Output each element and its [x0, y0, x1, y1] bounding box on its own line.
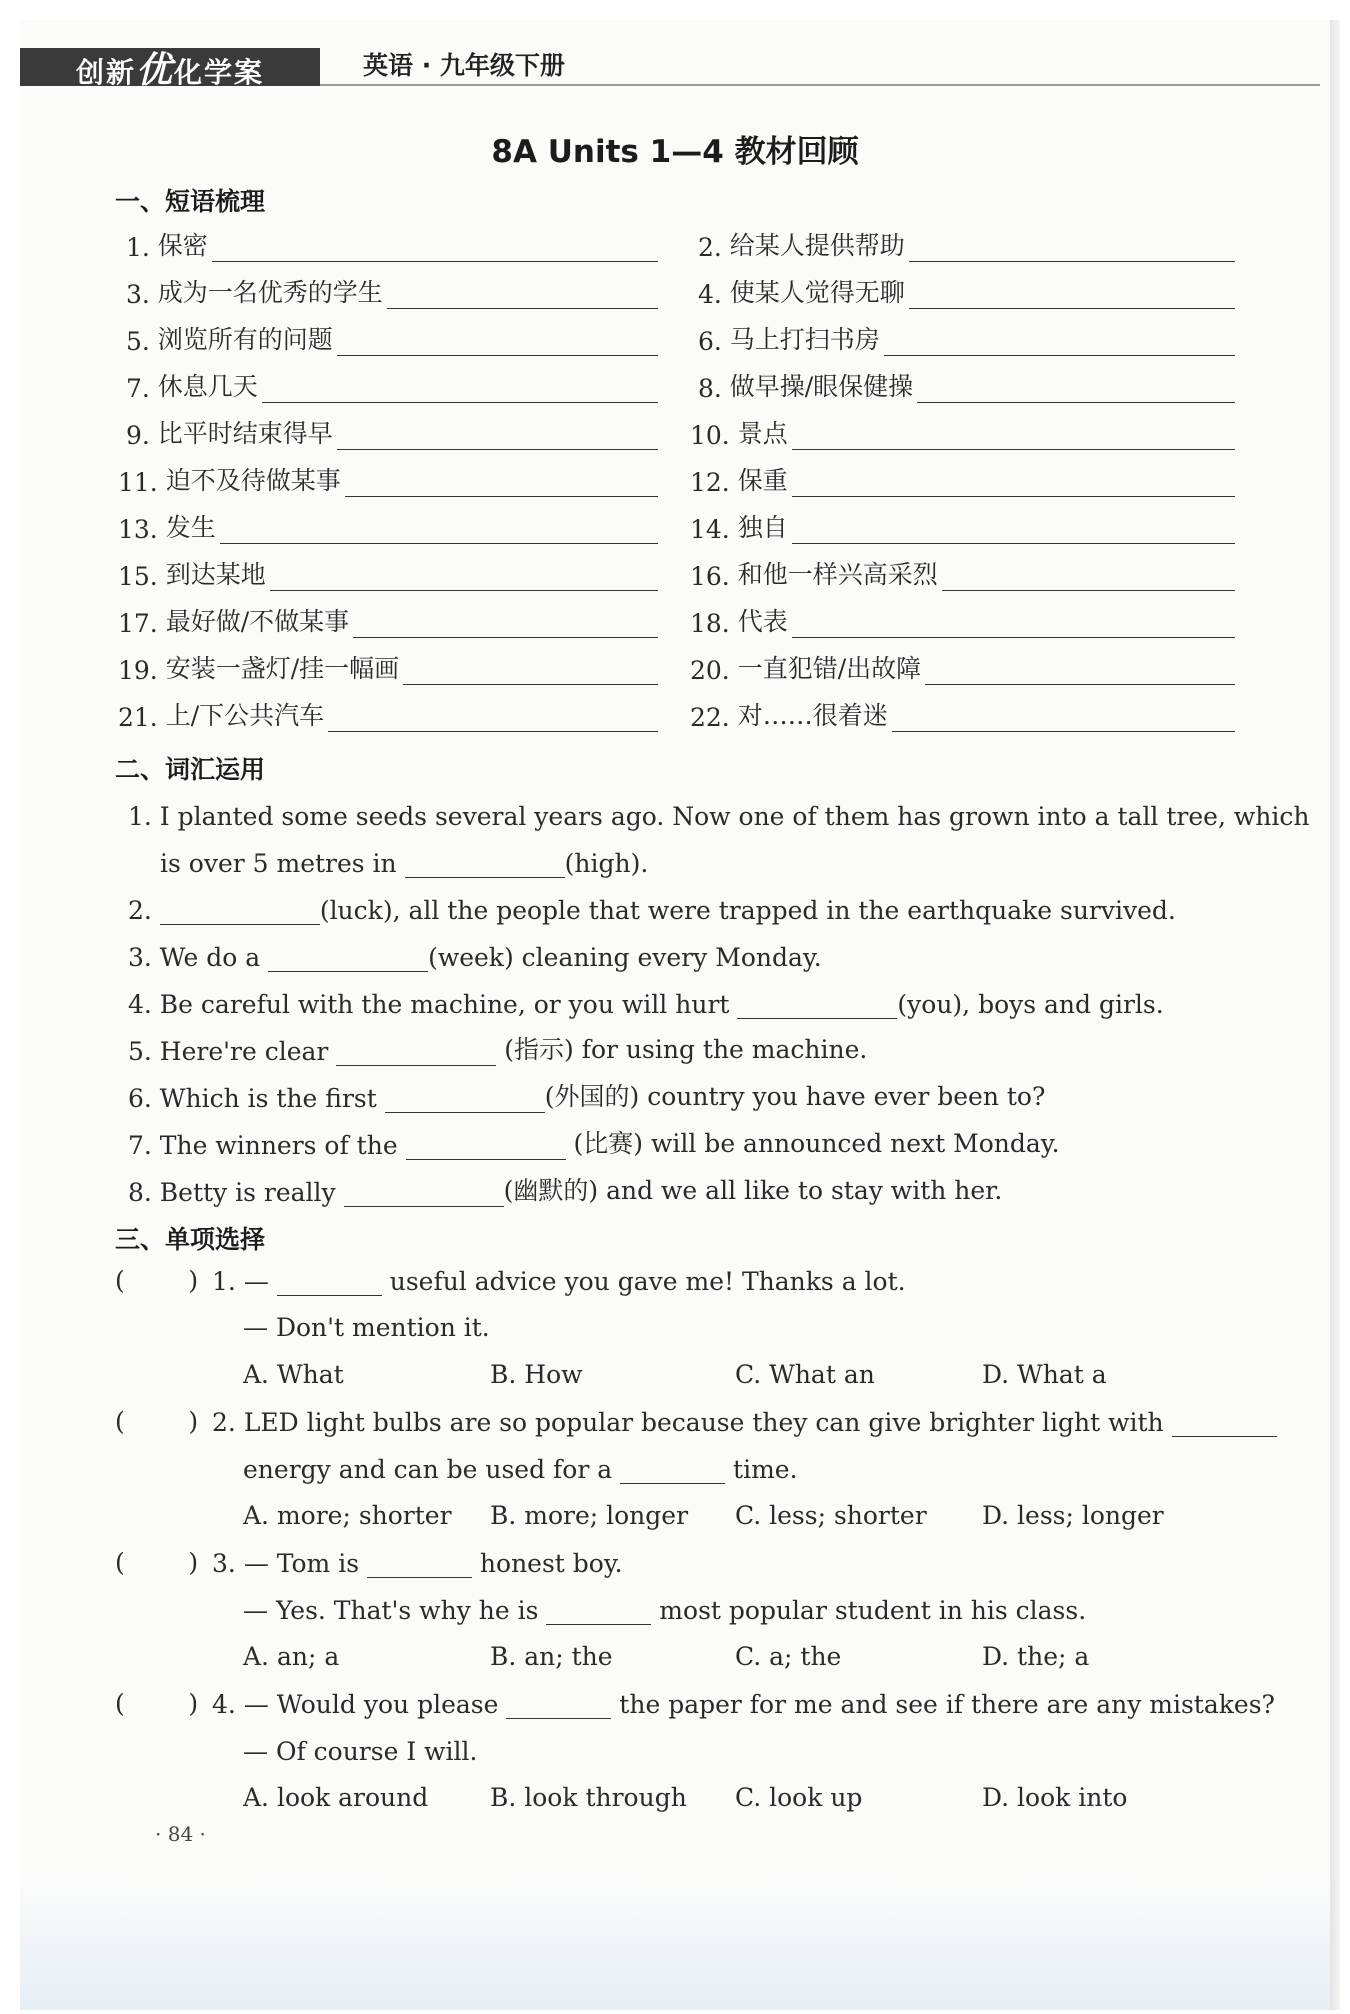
page-edge-shadow [1330, 20, 1340, 2010]
answer-blank[interactable] [792, 515, 1235, 544]
phrase-text: 保重 [737, 466, 788, 495]
phrase-text: 马上打扫书房 [729, 325, 880, 354]
phrase-item [118, 320, 658, 356]
header-subject: 英语 · 九年级下册 [363, 51, 565, 80]
answer-blank[interactable] [337, 327, 658, 356]
answer-blank[interactable] [277, 1269, 382, 1296]
phrase-number: 22. [690, 703, 738, 732]
answer-paren-1[interactable]: ( ) [115, 1266, 199, 1295]
answer-blank[interactable] [792, 609, 1235, 638]
answer-blank[interactable] [892, 703, 1235, 732]
phrase-number: 4. [690, 280, 730, 309]
mcq-1-option-c[interactable]: C. What an [735, 1360, 875, 1389]
phrase-item [118, 414, 658, 450]
phrase-number: 20. [690, 656, 738, 685]
answer-blank[interactable] [506, 1692, 611, 1719]
answer-blank[interactable] [367, 1551, 472, 1578]
mcq-3-question: 3. — Tom is honest boy. [212, 1549, 623, 1578]
phrase-number: 14. [690, 515, 738, 544]
phrase-number: 2. [690, 233, 730, 262]
phrase-text: 和他一样兴高采烈 [737, 560, 938, 589]
phrase-item [118, 273, 658, 309]
answer-blank[interactable] [737, 992, 897, 1019]
phrase-item [690, 508, 1235, 544]
mcq-4-option-a[interactable]: A. look around [243, 1783, 429, 1812]
mcq-4-question: 4. — Would you please the paper for me and see if there are any mistakes? [212, 1690, 1275, 1719]
vocab-item-1: 1. I planted some seeds several years ago. Now one of them has grown into a tall tree, which [128, 802, 1310, 831]
vocab-item-4: 4. Be careful with the machine, or you will hurt (you), boys and girls. [128, 990, 1164, 1019]
section-heading-phrases: 一、短语梳理 [115, 187, 266, 216]
phrase-text: 浏览所有的问题 [157, 325, 333, 354]
answer-blank[interactable] [403, 656, 658, 685]
vocab-item-6: 6. Which is the first (外国的) country you have ever been to? [128, 1082, 1046, 1113]
mcq-1-option-a[interactable]: A. What [243, 1360, 344, 1389]
phrase-number: 21. [118, 703, 166, 732]
phrase-item [118, 226, 658, 262]
phrase-number: 19. [118, 656, 166, 685]
phrase-item [690, 696, 1235, 732]
vocab-item-7: 7. The winners of the (比赛) will be announced next Monday. [128, 1129, 1060, 1160]
phrase-item [118, 367, 658, 403]
answer-paren-4[interactable]: ( ) [115, 1689, 199, 1718]
phrase-text: 迫不及待做某事 [165, 466, 341, 495]
brand-logo [20, 48, 320, 91]
phrase-item [690, 273, 1235, 309]
answer-blank[interactable] [353, 609, 658, 638]
mcq-4-option-d[interactable]: D. look into [982, 1783, 1128, 1812]
phrase-text: 休息几天 [157, 372, 258, 401]
phrase-text: 到达某地 [165, 560, 266, 589]
answer-blank[interactable] [406, 1133, 566, 1160]
answer-blank[interactable] [792, 468, 1235, 497]
vocab-item-2: 2. (luck), all the people that were trapped in the earthquake survived. [128, 896, 1176, 925]
mcq-1-reply: — Don't mention it. [243, 1313, 490, 1342]
mcq-2-question-cont: energy and can be used for a time. [243, 1455, 798, 1484]
section-heading-vocabulary: 二、词汇运用 [115, 755, 266, 784]
phrase-item [690, 226, 1235, 262]
phrase-text: 使某人觉得无聊 [729, 278, 905, 307]
phrase-text: 最好做/不做某事 [165, 607, 350, 636]
phrase-number: 8. [690, 374, 730, 403]
phrase-item [118, 555, 658, 591]
mcq-3-option-c[interactable]: C. a; the [735, 1642, 842, 1671]
answer-blank[interactable] [1172, 1410, 1277, 1437]
phrase-item [690, 461, 1235, 497]
phrase-text: 景点 [737, 419, 788, 448]
answer-blank[interactable] [345, 468, 658, 497]
phrase-item [118, 461, 658, 497]
phrase-item [118, 508, 658, 544]
answer-blank[interactable] [942, 562, 1235, 591]
mcq-1-option-d[interactable]: D. What a [982, 1360, 1107, 1389]
answer-blank[interactable] [884, 327, 1235, 356]
phrase-number: 18. [690, 609, 738, 638]
phrase-text: 代表 [737, 607, 788, 636]
phrase-item [118, 602, 658, 638]
mcq-2-question: 2. LED light bulbs are so popular because they can give brighter light with [212, 1401, 1277, 1437]
mcq-4-option-c[interactable]: C. look up [735, 1783, 863, 1812]
phrase-text: 保密 [157, 231, 208, 260]
vocab-item-5: 5. Here're clear (指示) for using the machine. [128, 1035, 868, 1066]
mcq-1-question: 1. — useful advice you gave me! Thanks a lot. [212, 1267, 906, 1296]
mcq-1-option-b[interactable]: B. How [490, 1360, 583, 1389]
phrase-number: 10. [690, 421, 738, 450]
answer-paren-3[interactable]: ( ) [115, 1548, 199, 1577]
phrase-number: 6. [690, 327, 730, 356]
answer-blank[interactable] [909, 233, 1235, 262]
phrase-text: 比平时结束得早 [157, 419, 333, 448]
vocab-item-3: 3. We do a (week) cleaning every Monday. [128, 943, 822, 972]
phrase-text: 给某人提供帮助 [729, 231, 905, 260]
page-bottom-tint [20, 1880, 1335, 2010]
phrase-item [690, 602, 1235, 638]
phrase-item [118, 696, 658, 732]
vocab-item-1-cont: is over 5 metres in (high). [160, 849, 649, 878]
section-heading-multiple-choice: 三、单项选择 [115, 1225, 266, 1254]
phrase-number: 5. [118, 327, 158, 356]
answer-blank[interactable] [925, 656, 1235, 685]
phrase-number: 16. [690, 562, 738, 591]
mcq-3-option-d[interactable]: D. the; a [982, 1642, 1090, 1671]
mcq-3-option-b[interactable]: B. an; the [490, 1642, 613, 1671]
phrase-text: 独自 [737, 513, 788, 542]
brand-text: 创新优化学案 [75, 49, 265, 91]
phrase-text: 安装一盏灯/挂一幅画 [165, 654, 400, 683]
answer-blank[interactable] [792, 421, 1235, 450]
phrase-text: 做早操/眼保健操 [729, 372, 914, 401]
phrase-number: 15. [118, 562, 166, 591]
answer-blank[interactable] [328, 703, 658, 732]
mcq-2-option-a[interactable]: A. more; shorter [243, 1501, 452, 1530]
answer-blank[interactable] [336, 1039, 496, 1066]
phrase-text: 上/下公共汽车 [165, 701, 325, 730]
phrase-text: 一直犯错/出故障 [737, 654, 922, 683]
phrase-item [118, 649, 658, 685]
answer-blank[interactable] [262, 374, 658, 403]
phrase-item [690, 320, 1235, 356]
answer-blank[interactable] [160, 898, 320, 925]
mcq-2-option-c[interactable]: C. less; shorter [735, 1501, 927, 1530]
phrase-text: 发生 [165, 513, 216, 542]
phrase-number: 12. [690, 468, 738, 497]
phrase-number: 9. [118, 421, 158, 450]
answer-blank[interactable] [385, 1086, 545, 1113]
phrase-number: 1. [118, 233, 158, 262]
answer-blank[interactable] [917, 374, 1235, 403]
answer-blank[interactable] [909, 280, 1235, 309]
phrase-number: 7. [118, 374, 158, 403]
answer-blank[interactable] [268, 945, 428, 972]
phrase-text: 对……很着迷 [737, 701, 888, 730]
answer-blank[interactable] [212, 233, 658, 262]
phrase-item [690, 367, 1235, 403]
phrase-text: 成为一名优秀的学生 [157, 278, 383, 307]
phrase-number: 17. [118, 609, 166, 638]
phrase-number: 3. [118, 280, 158, 309]
phrase-item [690, 649, 1235, 685]
phrase-item [690, 555, 1235, 591]
phrase-number: 13. [118, 515, 166, 544]
answer-blank[interactable] [387, 280, 658, 309]
answer-blank[interactable] [344, 1180, 504, 1207]
mcq-3-option-a[interactable]: A. an; a [243, 1642, 340, 1671]
mcq-4-option-b[interactable]: B. look through [490, 1783, 687, 1812]
answer-blank[interactable] [546, 1598, 651, 1625]
phrase-number: 11. [118, 468, 166, 497]
answer-blank[interactable] [270, 562, 658, 591]
vocab-item-8: 8. Betty is really (幽默的) and we all like to stay with her. [128, 1176, 1003, 1207]
mcq-3-reply: — Yes. That's why he is most popular student in his class. [243, 1596, 1087, 1625]
answer-blank[interactable] [220, 515, 658, 544]
answer-paren-2[interactable]: ( ) [115, 1407, 199, 1436]
header-divider [320, 84, 1320, 86]
mcq-4-reply: — Of course I will. [243, 1737, 478, 1766]
mcq-2-option-b[interactable]: B. more; longer [490, 1501, 689, 1530]
answer-blank[interactable] [405, 851, 565, 878]
mcq-2-option-d[interactable]: D. less; longer [982, 1501, 1164, 1530]
page-title: 8A Units 1—4 教材回顾 [491, 134, 859, 170]
answer-blank[interactable] [620, 1457, 725, 1484]
answer-blank[interactable] [337, 421, 658, 450]
phrase-item [690, 414, 1235, 450]
page-number: · 84 · [155, 1822, 206, 1846]
